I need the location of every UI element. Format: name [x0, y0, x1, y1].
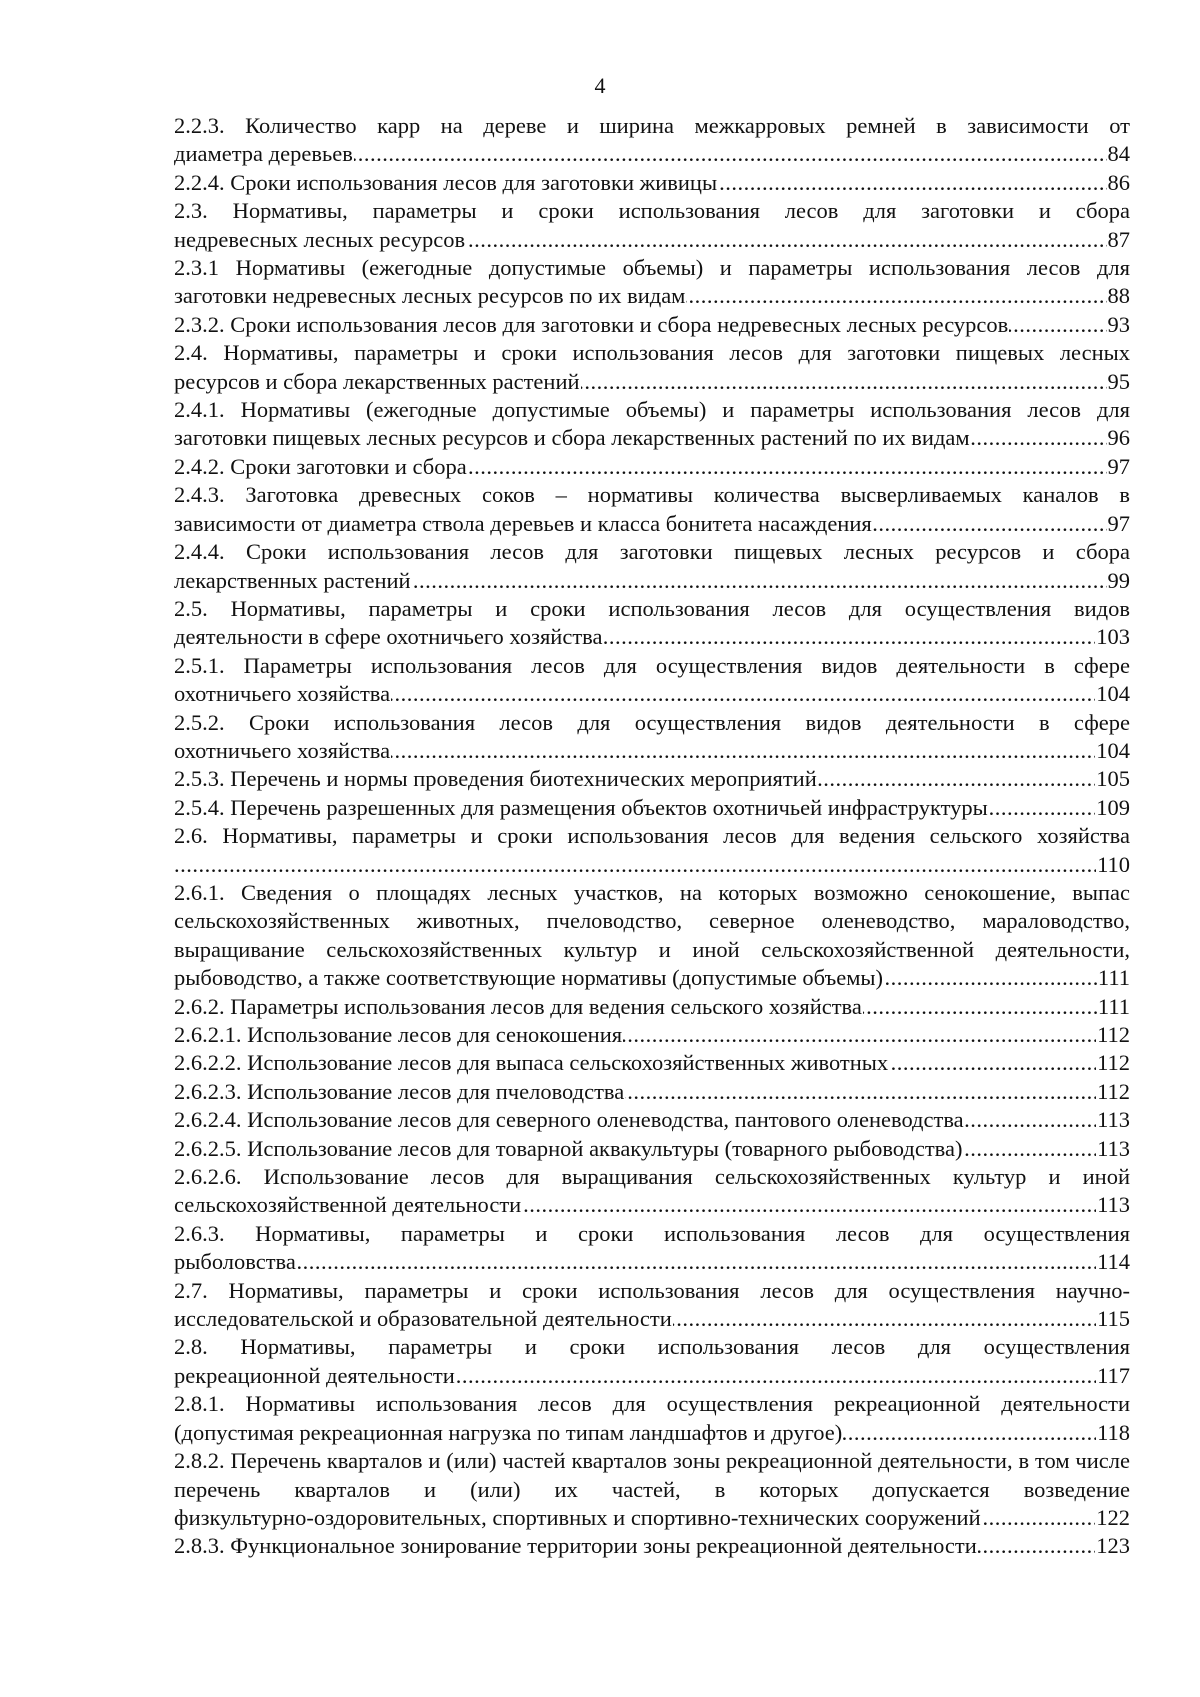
toc-entry-title-tail: 2.6.2.5. Использование лесов для товарной аквакультуры (товарного рыбоводства) — [174, 1135, 963, 1161]
toc-entry[interactable] — [174, 1277, 1130, 1334]
toc-page-number: 97 — [1107, 510, 1131, 538]
toc-entry[interactable] — [174, 254, 1130, 311]
toc-leader-line — [174, 1305, 1130, 1333]
toc-entry[interactable] — [174, 1333, 1130, 1390]
toc-leader-line — [174, 794, 1130, 822]
toc-page-number: 104 — [1095, 737, 1130, 765]
toc-entry[interactable] — [174, 1049, 1130, 1077]
toc-page-number: 84 — [1107, 140, 1131, 168]
toc-entry[interactable] — [174, 993, 1130, 1021]
toc-page-number: 114 — [1096, 1248, 1130, 1276]
toc-entry-title-tail: 2.6.2.4. Использование лесов для северного оленеводства, пантового оленеводства — [174, 1107, 964, 1133]
toc-page-number: 105 — [1095, 765, 1130, 793]
toc-leader-line — [174, 1504, 1130, 1532]
toc-leader-line — [174, 1362, 1130, 1390]
toc-entry[interactable] — [174, 1447, 1130, 1532]
toc-leader-line — [174, 140, 1130, 168]
toc-page-number: 99 — [1107, 567, 1131, 595]
toc-entry[interactable] — [174, 112, 1130, 169]
toc-entry-title-tail: 2.6.2. Параметры использования лесов для ведения сельского хозяйства — [174, 993, 862, 1019]
toc-leader-line — [174, 623, 1130, 651]
toc-entry[interactable] — [174, 538, 1130, 595]
toc-leader-line — [174, 169, 1130, 197]
toc-leader-line — [174, 1248, 1130, 1276]
toc-page-number: 112 — [1096, 1078, 1130, 1106]
toc-entry[interactable] — [174, 1135, 1130, 1163]
toc-page-number: 88 — [1107, 282, 1131, 310]
toc-entry-title: 2.6.1. Сведения о площадях лесных участков, на которых возможно сенокошение, выпас сельскохозяйственных животных, пчеловодство, северное оленеводство, мараловодство, выращивание сельскохозяйственных культур и иной сельскохозяйственной деятельности, — [174, 879, 1130, 962]
toc-page-number: 112 — [1096, 1021, 1130, 1049]
toc-entry-title-tail: охотничьего хозяйства — [174, 681, 391, 707]
toc-page-number: 97 — [1107, 453, 1131, 481]
toc-page-number: 104 — [1095, 680, 1130, 708]
toc-entry[interactable] — [174, 595, 1130, 652]
toc-leader-line — [174, 1191, 1130, 1219]
toc-entry-title: 2.3. Нормативы, параметры и сроки использования лесов для заготовки и сбора — [174, 198, 1130, 224]
toc-entry[interactable] — [174, 1021, 1130, 1049]
toc-entry[interactable] — [174, 396, 1130, 453]
toc-entry-title-tail: 2.8.3. Функциональное зонирование территории зоны рекреационной деятельности — [174, 1533, 977, 1559]
toc-entry-title: 2.4.3. Заготовка древесных соков – нормативы количества высверливаемых каналов в — [174, 482, 1130, 508]
toc-leader-line — [174, 567, 1130, 595]
toc-leader-line — [174, 1532, 1130, 1560]
toc-page-number: 93 — [1107, 311, 1131, 339]
toc-leader-line — [174, 737, 1130, 765]
toc-entry[interactable] — [174, 1532, 1130, 1560]
toc-leader-line — [174, 368, 1130, 396]
toc-leader-line — [174, 1106, 1130, 1134]
toc-entry[interactable] — [174, 652, 1130, 709]
toc-entry[interactable] — [174, 481, 1130, 538]
toc-entry[interactable] — [174, 879, 1130, 993]
toc-entry-title-tail: заготовки пищевых лесных ресурсов и сбора лекарственных растений по их видам — [174, 425, 970, 451]
toc-page-number: 112 — [1096, 1049, 1130, 1077]
toc-entry[interactable] — [174, 765, 1130, 793]
toc-page-number: 118 — [1096, 1419, 1130, 1447]
toc-leader-line — [174, 510, 1130, 538]
toc-entry-title-tail: 2.6.2.3. Использование лесов для пчеловодства — [174, 1078, 625, 1104]
toc-entry-title-tail: недревесных лесных ресурсов — [174, 226, 466, 252]
toc-page-number: 109 — [1095, 794, 1130, 822]
toc-page-number: 111 — [1097, 964, 1130, 992]
toc-entry-title: 2.6.2.6. Использование лесов для выращивания сельскохозяйственных культур и иной — [174, 1164, 1130, 1190]
toc-entry[interactable] — [174, 1106, 1130, 1134]
toc-page-number: 115 — [1096, 1305, 1130, 1333]
toc-leader-line — [174, 282, 1130, 310]
toc-entry[interactable] — [174, 311, 1130, 339]
toc-entry-title: 2.4. Нормативы, параметры и сроки использования лесов для заготовки пищевых лесных — [174, 340, 1130, 366]
toc-entry[interactable] — [174, 197, 1130, 254]
toc-leader-line — [174, 424, 1130, 452]
toc-entry-title-tail: зависимости от диаметра ствола деревьев и класса бонитета насаждения — [174, 510, 872, 536]
toc-page-number: 86 — [1107, 169, 1131, 197]
toc-entry-title-tail: рыбоводство, а также соответствующие нормативы (допустимые объемы) — [174, 965, 884, 991]
toc-entry-title: 2.2.3. Количество карр на дереве и ширина межкарровых ремней в зависимости от — [174, 113, 1130, 138]
toc-leader-line — [174, 226, 1130, 254]
toc-entry-title: 2.4.4. Сроки использования лесов для заготовки пищевых лесных ресурсов и сбора — [174, 539, 1130, 565]
toc-page-number: 122 — [1095, 1504, 1130, 1532]
toc-entry-title: 2.4.1. Нормативы (ежегодные допустимые объемы) и параметры использования лесов для — [174, 397, 1130, 423]
toc-entry-title-tail: диаметра деревьев — [174, 141, 353, 167]
toc-entry[interactable] — [174, 794, 1130, 822]
toc-leader-line — [174, 311, 1130, 339]
toc-entry-title-tail: (допустимая рекреационная нагрузка по типам ландшафтов и другое) — [174, 1419, 843, 1445]
toc-entry[interactable] — [174, 822, 1130, 879]
toc-entry-title-tail: 2.6.2.2. Использование лесов для выпаса сельскохозяйственных животных — [174, 1050, 889, 1076]
toc-entry-title-tail: 2.5.4. Перечень разрешенных для размещения объектов охотничьей инфраструктуры — [174, 794, 988, 820]
toc-page-number: 117 — [1096, 1362, 1130, 1390]
toc-entry[interactable] — [174, 453, 1130, 481]
toc-entry[interactable] — [174, 1163, 1130, 1220]
toc-leader-line — [174, 453, 1130, 481]
toc-page-number: 113 — [1096, 1135, 1130, 1163]
toc-entry-title-tail: 2.6.2.1. Использование лесов для сенокошения — [174, 1022, 623, 1047]
toc-entry[interactable] — [174, 169, 1130, 197]
toc-page-number: 113 — [1096, 1106, 1130, 1134]
toc-leader-line — [174, 1419, 1130, 1447]
toc-entry[interactable] — [174, 1078, 1130, 1106]
toc-entry-title: 2.5.1. Параметры использования лесов для осуществления видов деятельности в сфере — [174, 652, 1130, 678]
table-of-contents — [174, 112, 1130, 1561]
toc-entry-title-tail: 2.4.2. Сроки заготовки и сбора — [174, 453, 467, 479]
toc-leader-line — [174, 1021, 1130, 1049]
toc-entry-title-tail: физкультурно-оздоровительных, спортивных и спортивно-технических сооружений — [174, 1504, 981, 1530]
toc-page-number: 96 — [1107, 424, 1131, 452]
toc-entry-title-tail: охотничьего хозяйства — [174, 737, 391, 763]
toc-leader-line — [174, 851, 1130, 879]
toc-page-number: 113 — [1096, 1191, 1130, 1219]
toc-leader-line — [174, 1049, 1130, 1077]
toc-entry[interactable] — [174, 339, 1130, 396]
toc-entry-title: 2.8. Нормативы, параметры и сроки использования лесов для осуществления — [174, 1334, 1130, 1360]
toc-page-number: 111 — [1097, 993, 1130, 1021]
toc-entry-title: 2.3.1 Нормативы (ежегодные допустимые объемы) и параметры использования лесов для — [174, 255, 1130, 281]
toc-entry-title-tail: 2.5.3. Перечень и нормы проведения биотехнических мероприятий — [174, 766, 817, 792]
page-number: 4 — [594, 73, 606, 98]
toc-entry-title-tail: 2.3.2. Сроки использования лесов для заготовки и сбора недревесных лесных ресурсов — [174, 311, 1009, 337]
toc-leader-line — [174, 765, 1130, 793]
toc-entry-title-tail: исследовательской и образовательной деятельности — [174, 1306, 672, 1332]
toc-page-number: 87 — [1107, 226, 1131, 254]
toc-entry-title-tail: сельскохозяйственной деятельности — [174, 1192, 522, 1218]
toc-entry-title-tail: деятельности в сфере охотничьего хозяйства — [174, 624, 603, 650]
toc-entry-title-tail: рыболовства — [174, 1249, 296, 1275]
toc-page-number: 95 — [1107, 368, 1131, 396]
toc-entry-title: 2.5. Нормативы, параметры и сроки использования лесов для осуществления видов — [174, 595, 1130, 621]
toc-page-number: 123 — [1095, 1532, 1130, 1560]
toc-leader-line — [174, 964, 1130, 992]
toc-leader-line — [174, 1135, 1130, 1163]
toc-entry[interactable] — [174, 1220, 1130, 1277]
toc-page-number: 110 — [1096, 851, 1130, 879]
toc-leader-line — [174, 993, 1130, 1021]
toc-page-number: 103 — [1095, 623, 1130, 651]
toc-entry-title: 2.5.2. Сроки использования лесов для осуществления видов деятельности в сфере — [174, 709, 1130, 735]
toc-entry-title-tail: заготовки недревесных лесных ресурсов по их видам — [174, 283, 686, 309]
toc-entry-title: 2.6. Нормативы, параметры и сроки использования лесов для ведения сельского хозяйства — [174, 823, 1130, 849]
toc-entry-title-tail — [174, 852, 175, 877]
toc-entry-title: 2.6.3. Нормативы, параметры и сроки использования лесов для осуществления — [174, 1220, 1130, 1246]
toc-leader-line — [174, 1078, 1130, 1106]
toc-entry[interactable] — [174, 1390, 1130, 1447]
toc-entry-title-tail: ресурсов и сбора лекарственных растений — [174, 368, 580, 394]
toc-entry-title-tail: рекреационной деятельности — [174, 1362, 455, 1388]
toc-entry-title-tail: 2.2.4. Сроки использования лесов для заготовки живицы — [174, 169, 718, 195]
toc-entry-title: 2.7. Нормативы, параметры и сроки использования лесов для осуществления научно- — [174, 1277, 1130, 1303]
toc-entry-title: 2.8.1. Нормативы использования лесов для осуществления рекреационной деятельности — [174, 1391, 1130, 1417]
toc-entry-title: 2.8.2. Перечень кварталов и (или) частей кварталов зоны рекреационной деятельности, в том числе перечень кварталов и (или) их частей, в которых допускается возведение — [174, 1448, 1130, 1502]
toc-leader-line — [174, 680, 1130, 708]
toc-entry[interactable] — [174, 709, 1130, 766]
toc-entry-title-tail: лекарственных растений — [174, 567, 411, 593]
